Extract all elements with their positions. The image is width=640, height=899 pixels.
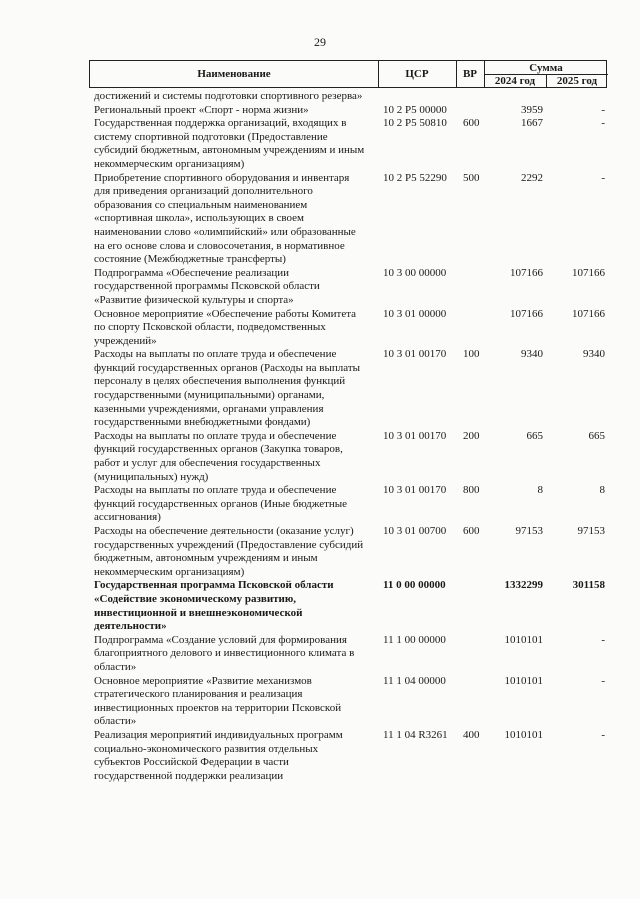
table-row	[94, 579, 614, 633]
row-sum-2024: 107166	[510, 307, 543, 320]
row-sum-2025: 97153	[577, 525, 605, 537]
row-vr: 200	[463, 429, 480, 442]
table-row	[94, 90, 614, 104]
row-sum-2024: 2292	[521, 171, 543, 184]
table-body	[94, 90, 614, 783]
header-year-2025: 2025 год	[556, 74, 598, 87]
row-csr: 10 3 00 00000	[383, 266, 447, 279]
table-row	[94, 308, 614, 349]
table-row	[94, 484, 614, 525]
header-year-2024: 2024 год	[494, 74, 536, 87]
row-sum-2025: -	[601, 728, 605, 741]
header-name: Наименование	[197, 68, 271, 80]
row-sum-2025: -	[601, 171, 605, 184]
row-sum-2024: 665	[526, 429, 543, 442]
row-sum-2024: 1667	[521, 117, 543, 130]
row-sum-2024: 3959	[521, 103, 543, 116]
table-row	[94, 117, 614, 171]
table-row	[94, 525, 614, 579]
row-sum-2024: 97153	[515, 525, 543, 537]
row-sum-2024: 1010101	[504, 674, 543, 687]
table-row	[94, 675, 614, 729]
row-csr: 10 3 01 00170	[383, 429, 447, 442]
row-csr: 10 3 01 00170	[383, 484, 447, 497]
row-name: Подпрограмма «Обеспечение реализации государственной программы Псковской области «Развитие физической культуры и спорта»	[94, 266, 320, 306]
row-sum-2025: -	[601, 103, 605, 116]
row-sum-2025: 107166	[572, 266, 605, 279]
header-sum: Сумма	[529, 61, 563, 74]
row-sum-2025: 665	[588, 429, 605, 442]
row-sum-2025: -	[601, 674, 605, 687]
row-name: Основное мероприятие «Развитие механизмов стратегического планирования и реализация инвестиционных проектов на территории Псковской области»	[94, 674, 342, 728]
row-csr: 11 1 00 00000	[383, 633, 446, 646]
row-csr: 11 1 04 00000	[383, 674, 446, 687]
row-name: Расходы на обеспечение деятельности (оказание услуг) государственных учреждений (Предоставление субсидий бюджетным, автономным учреждениям и иным некоммерческим организациям)	[94, 525, 364, 578]
table-row	[94, 430, 614, 484]
row-sum-2024: 8	[537, 484, 543, 497]
row-csr: 10 3 01 00000	[383, 307, 447, 320]
row-csr: 10 3 01 00170	[383, 348, 447, 361]
row-name: Государственная поддержка организаций, входящих в систему спортивной подготовки (Предоставление субсидий бюджетным, автономным учреждениям и иным некоммерческим организациям)	[94, 117, 365, 170]
row-sum-2025: -	[601, 633, 605, 646]
row-name: Реализация мероприятий индивидуальных программ социально-экономического развития отдельных субъектов Российской Федерации в части государственной поддержки реализации	[94, 728, 343, 782]
row-name: Государственная программа Псковской области «Содействие экономическому развитию, инвестиционной и внешнеэкономической деятельности»	[94, 579, 334, 633]
row-csr: 10 2 P5 00000	[383, 103, 447, 116]
row-csr: 11 0 00 00000	[383, 579, 446, 592]
row-vr: 800	[463, 484, 480, 497]
header-vr: ВР	[462, 68, 478, 80]
table-row	[94, 172, 614, 267]
row-vr: 500	[463, 171, 480, 184]
row-name: достижений и системы подготовки спортивного резерва»	[94, 90, 363, 102]
row-sum-2024: 9340	[521, 348, 543, 361]
row-vr: 600	[463, 117, 480, 130]
table-row	[94, 348, 614, 430]
row-sum-2025: 9340	[583, 348, 605, 361]
row-sum-2024: 107166	[510, 266, 543, 279]
table-row	[94, 634, 614, 675]
row-sum-2025: 107166	[572, 307, 605, 320]
row-vr: 400	[463, 728, 480, 741]
table-row	[94, 104, 614, 118]
page-number: 29	[314, 35, 326, 49]
row-csr: 10 3 01 00700	[383, 525, 447, 537]
row-csr: 10 2 P5 52290	[383, 171, 447, 184]
row-sum-2025: 301158	[572, 579, 605, 592]
row-sum-2024: 1010101	[504, 728, 543, 741]
row-name: Расходы на выплаты по оплате труда и обеспечение функций государственных органов (Иные бюджетные ассигнования)	[94, 484, 348, 524]
row-csr: 10 2 P5 50810	[383, 117, 447, 130]
table-row	[94, 267, 614, 308]
row-name: Расходы на выплаты по оплате труда и обеспечение функций государственных органов (Закупка товаров, работ и услуг для обеспечения государственных (муниципальных) нужд)	[94, 429, 343, 483]
table-header	[89, 60, 607, 88]
row-vr: 600	[463, 525, 480, 537]
row-sum-2024: 1010101	[504, 633, 543, 646]
row-sum-2025: 8	[599, 484, 605, 497]
row-sum-2025: -	[601, 117, 605, 130]
row-name: Региональный проект «Спорт - норма жизни»	[94, 103, 309, 116]
header-csr: ЦСР	[405, 68, 429, 80]
row-sum-2024: 1332299	[504, 579, 543, 592]
row-csr: 11 1 04 R3261	[383, 728, 448, 741]
row-vr: 100	[463, 348, 480, 361]
row-name: Приобретение спортивного оборудования и инвентаря для приведения организаций дополнительного образования со специальным наименованием «спортивная школа», использующих в своем наименовании слово «олимпийский» или образованные на его основе слова и словосочетания, в нормативное состояние (Межбюджетные трансферты)	[94, 171, 356, 266]
row-name: Основное мероприятие «Обеспечение работы Комитета по спорту Псковской области, подведомственных учреждений»	[94, 307, 357, 347]
row-name: Подпрограмма «Создание условий для формирования благоприятного делового и инвестиционного климата в области»	[94, 633, 355, 673]
row-name: Расходы на выплаты по оплате труда и обеспечение функций государственных органов (Расходы на выплаты персоналу в целях обеспечения выполнения функций государственными (муниципальными) органами, казенными учреждениями, органами управления государственными внебюджетными фондами)	[94, 348, 361, 429]
table-row	[94, 729, 614, 783]
